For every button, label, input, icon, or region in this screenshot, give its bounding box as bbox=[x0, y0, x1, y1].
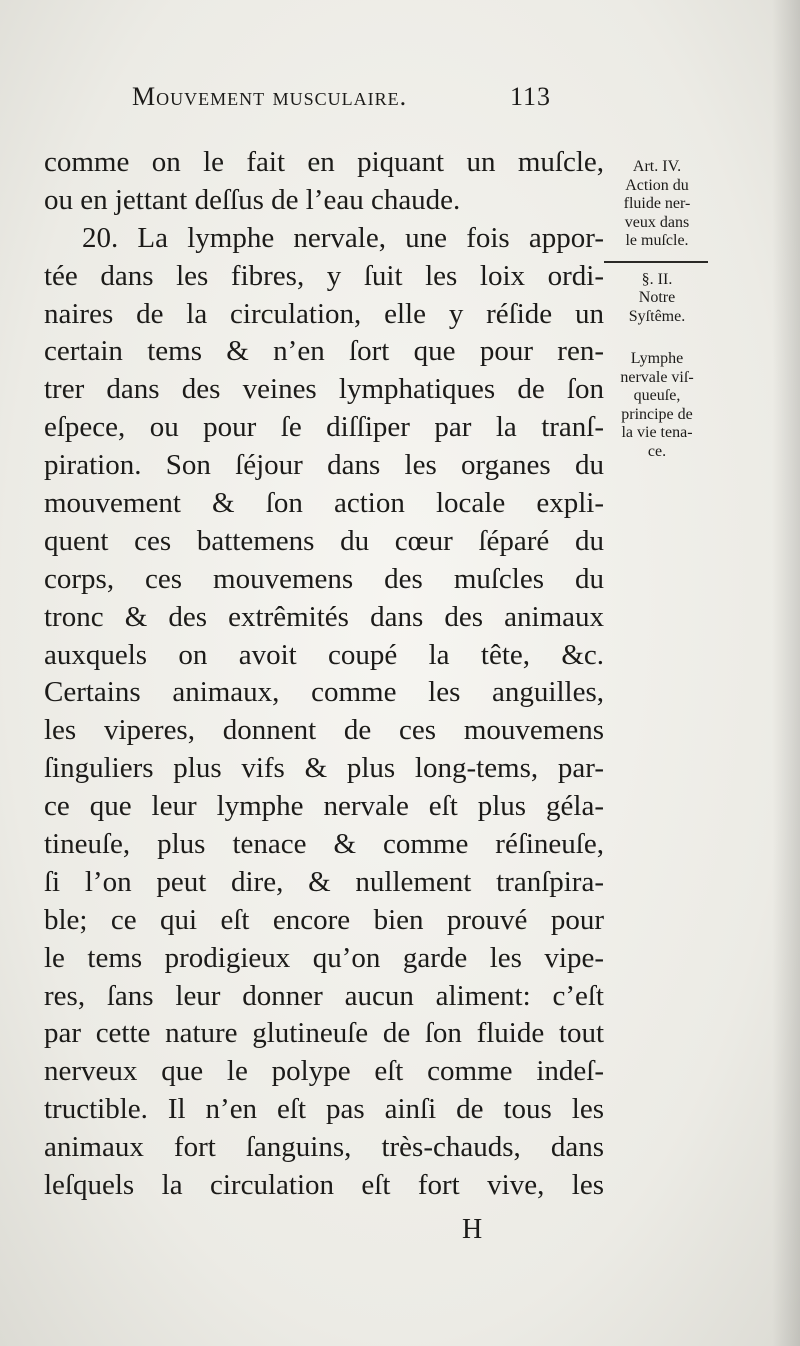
text-line: ſi l’on peut dire, & nullement tranſpira- bbox=[44, 865, 604, 898]
main-text bbox=[44, 144, 604, 1205]
margin-gap bbox=[598, 326, 716, 350]
margin-note-line: ce. bbox=[647, 442, 667, 460]
text-line: nerveux que le polype eſt comme indeſ- bbox=[44, 1055, 604, 1088]
margin-note-line: Lymphe bbox=[630, 350, 684, 367]
margin-note-line: veux dans bbox=[624, 213, 690, 231]
text-line: leſquels la circulation eſt fort vive, les bbox=[44, 1169, 604, 1202]
text-line: quent ces battemens du cœur ſéparé du bbox=[44, 524, 604, 557]
margin-note-line: queuſe, bbox=[633, 387, 681, 404]
text-line: mouvement & ſon action locale expli- bbox=[44, 487, 604, 520]
text-line: naires de la circulation, elle y réſide un bbox=[44, 297, 604, 330]
margin-note-line: le muſcle. bbox=[625, 232, 689, 249]
running-title: Mouvement musculaire. bbox=[132, 82, 408, 111]
margin-divider bbox=[604, 261, 708, 263]
text-line: ou en jettant deſſus de l’eau chaude. bbox=[44, 183, 461, 216]
running-header bbox=[132, 82, 612, 112]
text-line: par cette nature glutineuſe de ſon fluide tout bbox=[44, 1017, 604, 1050]
signature-mark: H bbox=[462, 1214, 483, 1245]
margin-note-line: la vie tena- bbox=[621, 424, 693, 441]
text-line: trer dans des veines lymphatiques de ſon bbox=[44, 373, 604, 406]
text-line: eſpece, ou pour ſe diſſiper par la tranſ- bbox=[44, 411, 604, 444]
text-line: animaux fort ſanguins, très-chauds, dans bbox=[44, 1131, 604, 1164]
text-line: le tems prodigieux qu’on garde les vipe- bbox=[44, 941, 604, 974]
text-line: les viperes, donnent de ces mouvemens bbox=[44, 714, 604, 747]
margin-note-line: fluide ner- bbox=[623, 195, 691, 212]
text-line: Certains animaux, comme les anguilles, bbox=[44, 676, 604, 709]
text-line: res, ſans leur donner aucun aliment: c’eſt bbox=[44, 979, 604, 1012]
gutter-shadow bbox=[772, 0, 800, 1346]
text-line: tée dans les fibres, y ſuit les loix ordi- bbox=[44, 259, 604, 292]
margin-notes bbox=[598, 158, 716, 461]
text-line: certain tems & n’en ſort que pour ren- bbox=[44, 335, 604, 368]
margin-note-line: Syſtême. bbox=[628, 307, 686, 325]
text-line: ble; ce qui eſt encore bien prouvé pour bbox=[44, 903, 604, 936]
text-line: piration. Son ſéjour dans les organes du bbox=[44, 449, 604, 482]
text-line: comme on le fait en piquant un muſcle, bbox=[44, 146, 604, 178]
text-line: corps, ces mouvemens des muſcles du bbox=[44, 562, 604, 595]
margin-note-line: principe de bbox=[621, 405, 693, 423]
margin-note-line: Action du bbox=[625, 176, 689, 194]
text-line: tructible. Il n’en eſt pas ainſi de tous les bbox=[44, 1093, 604, 1126]
margin-note-line: nervale viſ- bbox=[620, 368, 694, 386]
text-line: tineuſe, plus tenace & comme réſineuſe, bbox=[44, 828, 604, 861]
text-line: ſinguliers plus vifs & plus long-tems, par- bbox=[44, 752, 604, 785]
page-number: 113 bbox=[510, 82, 552, 111]
text-line: ce que leur lymphe nervale eſt plus géla- bbox=[44, 790, 604, 823]
margin-note-line: Notre bbox=[638, 289, 676, 306]
text-line: tronc & des extrêmités dans des animaux bbox=[44, 600, 604, 633]
margin-note-article: Art. IV. bbox=[632, 158, 682, 175]
margin-note-section: §. II. bbox=[641, 270, 673, 288]
text-line: auxquels on avoit coupé la tête, &c. bbox=[44, 638, 604, 671]
text-line: 20. La lymphe nervale, une fois appor- bbox=[82, 221, 604, 254]
